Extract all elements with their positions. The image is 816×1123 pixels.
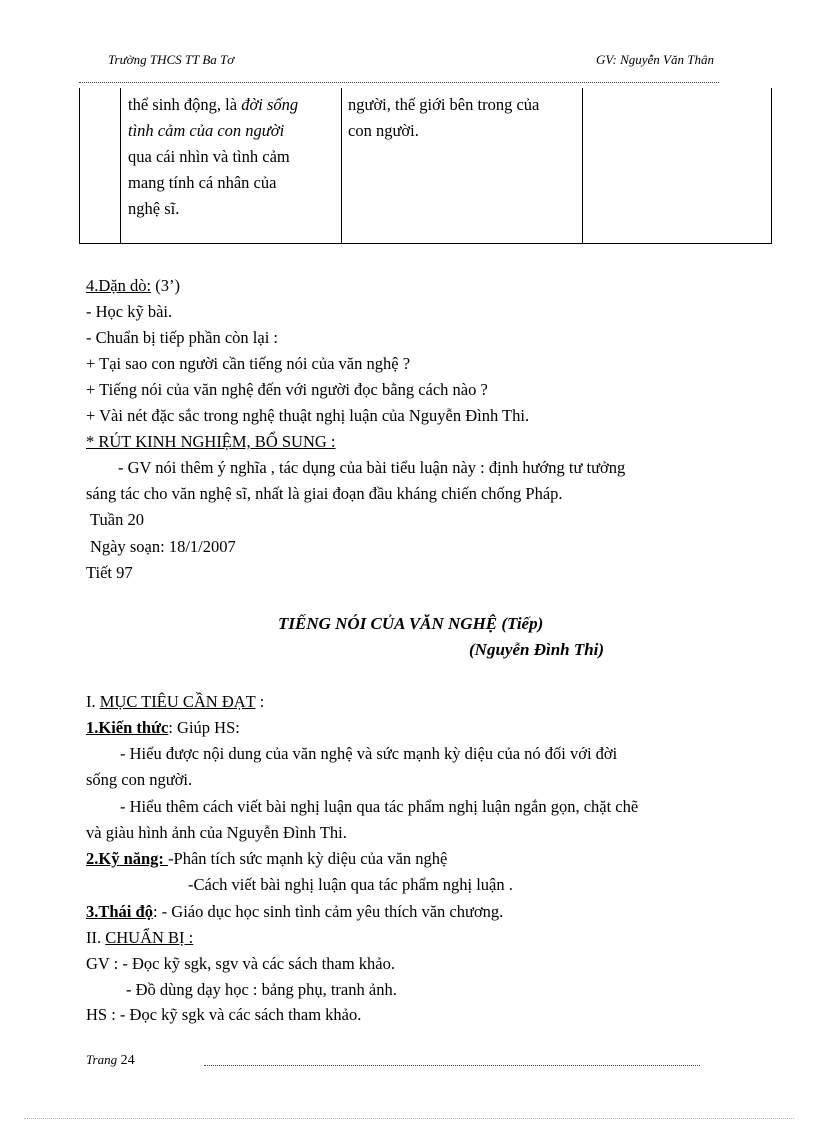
homework-item: - Học kỹ bài. bbox=[86, 302, 173, 321]
preparation-heading: II. CHUẨN BỊ : bbox=[86, 928, 194, 947]
school-name: Trường THCS TT Ba Tơ bbox=[108, 52, 235, 67]
lesson-table bbox=[79, 88, 772, 244]
knowledge-item: - Hiểu được nội dung của văn nghệ và sức mạnh kỳ diệu của nó đối với đời bbox=[120, 744, 618, 763]
knowledge-heading: 1.Kiến thức: Giúp HS: bbox=[86, 718, 240, 737]
homework-heading: 4.Dặn dò: (3’) bbox=[86, 276, 180, 295]
table-cell-content: người, thế giới bên trong của con người. bbox=[342, 88, 583, 244]
review-line: sáng tác cho văn nghệ sĩ, nhất là giai đoạn đầu kháng chiến chống Pháp. bbox=[86, 484, 563, 503]
date-label: Ngày soạn: 18/1/2007 bbox=[90, 537, 236, 556]
preparation-item: - Đồ dùng dạy học : bảng phụ, tranh ảnh. bbox=[126, 980, 397, 999]
knowledge-item: sống con người. bbox=[86, 770, 193, 789]
preparation-item: HS : - Đọc kỹ sgk và các sách tham khảo. bbox=[86, 1005, 362, 1024]
objectives-heading: I. MỤC TIÊU CẦN ĐẠT : bbox=[86, 692, 265, 711]
homework-item: - Chuẩn bị tiếp phần còn lại : bbox=[86, 328, 278, 347]
page-footer: Trang 24 bbox=[86, 1052, 135, 1068]
lesson-author: (Nguyễn Đình Thi) bbox=[469, 640, 605, 659]
teacher-name: GV: Nguyễn Văn Thân bbox=[596, 52, 714, 67]
preparation-item: GV : - Đọc kỹ sgk, sgv và các sách tham khảo. bbox=[86, 954, 395, 973]
homework-item: + Tiếng nói của văn nghệ đến với người đọc bằng cách nào ? bbox=[86, 380, 488, 399]
period-label: Tiết 97 bbox=[86, 563, 133, 582]
page-edge-rule bbox=[24, 1118, 794, 1119]
skills-heading: 2.Kỹ năng: -Phân tích sức mạnh kỳ diệu của văn nghệ bbox=[86, 849, 448, 868]
homework-item: + Vài nét đặc sắc trong nghệ thuật nghị luận của Nguyễn Đình Thi. bbox=[86, 406, 530, 425]
week-label: Tuần 20 bbox=[90, 510, 144, 529]
table-cell-empty bbox=[583, 88, 772, 244]
lesson-title: TIẾNG NÓI CỦA VĂN NGHỆ (Tiếp) bbox=[278, 614, 544, 633]
attitude-heading: 3.Thái độ: - Giáo dục học sinh tình cảm yêu thích văn chương. bbox=[86, 902, 504, 921]
knowledge-item: và giàu hình ảnh của Nguyễn Đình Thi. bbox=[86, 823, 347, 842]
review-line: - GV nói thêm ý nghĩa , tác dụng của bài tiểu luận này : định hướng tư tưởng bbox=[118, 458, 626, 477]
knowledge-item: - Hiểu thêm cách viết bài nghị luận qua tác phẩm nghị luận ngắn gọn, chặt chẽ bbox=[120, 797, 639, 816]
homework-item: + Tại sao con người cần tiếng nói của văn nghệ ? bbox=[86, 354, 411, 373]
table-row bbox=[80, 88, 772, 244]
footer-rule bbox=[204, 1065, 700, 1066]
review-heading: * RÚT KINH NGHIỆM, BỔ SUNG : bbox=[86, 432, 336, 451]
skills-item: -Cách viết bài nghị luận qua tác phẩm nghị luận . bbox=[188, 875, 513, 894]
header-rule bbox=[79, 82, 719, 83]
table-cell-content: thể sinh động, là đời sống tình cảm của con người qua cái nhìn và tình cảm mang tính cá nhân của nghệ sĩ. bbox=[121, 88, 342, 244]
table-cell-empty bbox=[80, 88, 121, 244]
